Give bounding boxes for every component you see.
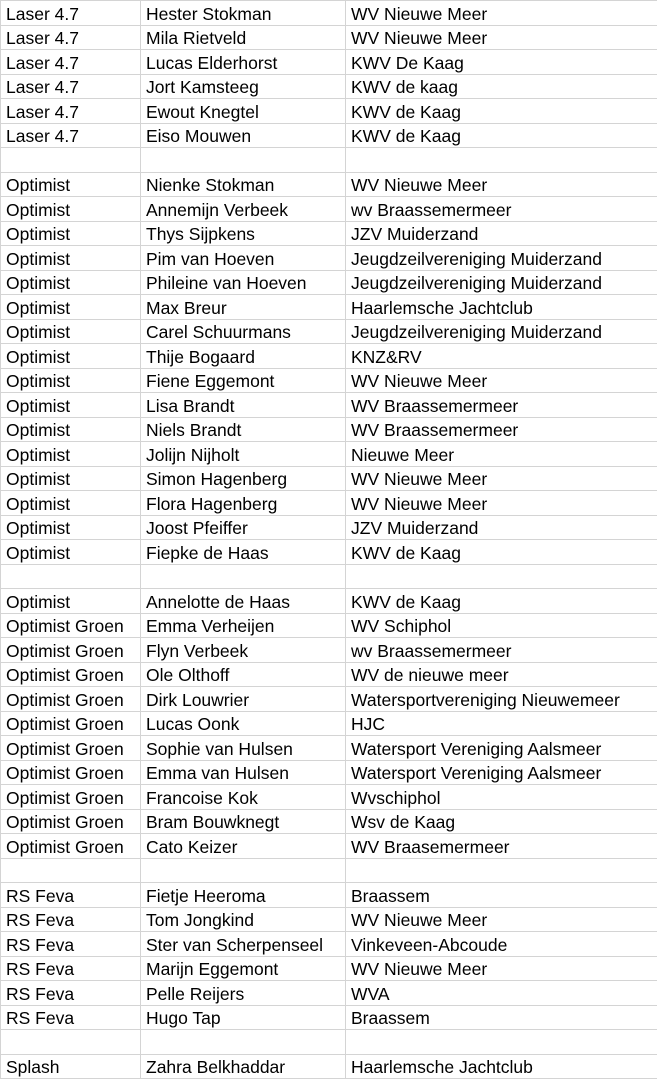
club-cell: WV Braasemermeer <box>346 834 657 859</box>
class-cell: RS Feva <box>1 883 141 908</box>
sailor-name-cell <box>141 564 346 589</box>
table-row <box>1 589 657 614</box>
table-row <box>1 246 657 271</box>
class-cell: Optimist <box>1 589 141 614</box>
sailor-name-cell: Flyn Verbeek <box>141 638 346 663</box>
table-row <box>1 858 657 883</box>
table-row <box>1 1030 657 1055</box>
club-cell: wv Braassemermeer <box>346 197 657 222</box>
class-cell: Optimist <box>1 319 141 344</box>
sailor-name-cell: Eiso Mouwen <box>141 123 346 148</box>
sailor-name-cell: Jort Kamsteeg <box>141 74 346 99</box>
sailor-name-cell: Zahra Belkhaddar <box>141 1054 346 1079</box>
sailor-name-cell: Lucas Elderhorst <box>141 50 346 75</box>
table-row <box>1 564 657 589</box>
table-row <box>1 74 657 99</box>
table-row <box>1 981 657 1006</box>
club-cell: WV Braassemermeer <box>346 417 657 442</box>
sailor-name-cell: Max Breur <box>141 295 346 320</box>
sailor-name-cell: Fietje Heeroma <box>141 883 346 908</box>
table-row <box>1 123 657 148</box>
class-cell: Optimist <box>1 515 141 540</box>
class-cell: Optimist <box>1 417 141 442</box>
table-row <box>1 834 657 859</box>
class-cell: Optimist <box>1 197 141 222</box>
club-cell <box>346 1030 657 1055</box>
class-cell: Laser 4.7 <box>1 123 141 148</box>
table-row <box>1 736 657 761</box>
club-cell: Jeugdzeilvereniging Muiderzand <box>346 270 657 295</box>
table-row <box>1 711 657 736</box>
class-cell: Optimist Groen <box>1 711 141 736</box>
sailor-name-cell: Ewout Knegtel <box>141 99 346 124</box>
class-cell: Optimist Groen <box>1 736 141 761</box>
sailor-name-cell: Dirk Louwrier <box>141 687 346 712</box>
sailor-name-cell <box>141 858 346 883</box>
table-row <box>1 760 657 785</box>
table-row <box>1 1 657 26</box>
sailor-name-cell: Hester Stokman <box>141 1 346 26</box>
club-cell: Watersport Vereniging Aalsmeer <box>346 736 657 761</box>
club-cell: KWV de Kaag <box>346 99 657 124</box>
table-row <box>1 148 657 173</box>
class-cell: Optimist <box>1 540 141 565</box>
class-cell: RS Feva <box>1 956 141 981</box>
table-row <box>1 515 657 540</box>
club-cell <box>346 858 657 883</box>
class-cell: Optimist Groen <box>1 809 141 834</box>
class-cell: Optimist <box>1 221 141 246</box>
club-cell: KWV De Kaag <box>346 50 657 75</box>
class-cell: Optimist Groen <box>1 638 141 663</box>
class-cell: Optimist Groen <box>1 662 141 687</box>
club-cell: WVA <box>346 981 657 1006</box>
club-cell: Braassem <box>346 1005 657 1030</box>
sailor-name-cell: Fiene Eggemont <box>141 368 346 393</box>
club-cell: Haarlemsche Jachtclub <box>346 1054 657 1079</box>
club-cell: Vinkeveen-Abcoude <box>346 932 657 957</box>
sailor-name-cell: Tom Jongkind <box>141 907 346 932</box>
sailor-name-cell: Bram Bouwknegt <box>141 809 346 834</box>
class-cell <box>1 564 141 589</box>
class-cell <box>1 858 141 883</box>
sailor-name-cell: Fiepke de Haas <box>141 540 346 565</box>
club-cell: WV Schiphol <box>346 613 657 638</box>
class-cell: RS Feva <box>1 932 141 957</box>
table-row <box>1 295 657 320</box>
sailor-name-cell: Marijn Eggemont <box>141 956 346 981</box>
sailor-name-cell: Nienke Stokman <box>141 172 346 197</box>
club-cell: HJC <box>346 711 657 736</box>
sailor-name-cell: Flora Hagenberg <box>141 491 346 516</box>
table-row <box>1 785 657 810</box>
class-cell: RS Feva <box>1 907 141 932</box>
club-cell: WV Nieuwe Meer <box>346 1 657 26</box>
class-cell: Laser 4.7 <box>1 74 141 99</box>
table-row <box>1 687 657 712</box>
sailor-name-cell <box>141 1030 346 1055</box>
sailor-name-cell: Cato Keizer <box>141 834 346 859</box>
club-cell: Watersport Vereniging Aalsmeer <box>346 760 657 785</box>
sailor-name-cell: Lisa Brandt <box>141 393 346 418</box>
class-cell: Optimist <box>1 295 141 320</box>
club-cell: Haarlemsche Jachtclub <box>346 295 657 320</box>
table-row <box>1 613 657 638</box>
sailor-name-cell: Carel Schuurmans <box>141 319 346 344</box>
club-cell: JZV Muiderzand <box>346 515 657 540</box>
class-cell: Laser 4.7 <box>1 99 141 124</box>
table-row <box>1 99 657 124</box>
club-cell: KWV de Kaag <box>346 123 657 148</box>
class-cell <box>1 1030 141 1055</box>
table-row <box>1 442 657 467</box>
table-row <box>1 809 657 834</box>
table-row <box>1 662 657 687</box>
table-row <box>1 172 657 197</box>
sailor-name-cell: Annelotte de Haas <box>141 589 346 614</box>
class-cell: RS Feva <box>1 1005 141 1030</box>
class-cell: RS Feva <box>1 981 141 1006</box>
entries-table-body <box>1 1 657 1079</box>
sailor-name-cell: Francoise Kok <box>141 785 346 810</box>
sailor-name-cell <box>141 148 346 173</box>
class-cell: Splash <box>1 1054 141 1079</box>
sailor-name-cell: Simon Hagenberg <box>141 466 346 491</box>
club-cell: WV Nieuwe Meer <box>346 907 657 932</box>
club-cell: JZV Muiderzand <box>346 221 657 246</box>
club-cell: KNZ&RV <box>346 344 657 369</box>
class-cell: Optimist Groen <box>1 613 141 638</box>
table-row <box>1 368 657 393</box>
club-cell: Braassem <box>346 883 657 908</box>
table-row <box>1 907 657 932</box>
table-row <box>1 1005 657 1030</box>
club-cell: WV Nieuwe Meer <box>346 466 657 491</box>
club-cell: WV Nieuwe Meer <box>346 956 657 981</box>
sailor-name-cell: Joost Pfeiffer <box>141 515 346 540</box>
table-row <box>1 932 657 957</box>
club-cell: KWV de Kaag <box>346 589 657 614</box>
sailor-name-cell: Jolijn Nijholt <box>141 442 346 467</box>
sailor-name-cell: Sophie van Hulsen <box>141 736 346 761</box>
sailor-name-cell: Emma van Hulsen <box>141 760 346 785</box>
class-cell: Optimist <box>1 393 141 418</box>
club-cell: WV Braassemermeer <box>346 393 657 418</box>
table-row <box>1 883 657 908</box>
table-row <box>1 344 657 369</box>
class-cell: Optimist <box>1 466 141 491</box>
club-cell: Jeugdzeilvereniging Muiderzand <box>346 319 657 344</box>
sailor-name-cell: Niels Brandt <box>141 417 346 442</box>
class-cell: Optimist <box>1 270 141 295</box>
class-cell: Optimist Groen <box>1 834 141 859</box>
table-row <box>1 50 657 75</box>
table-row <box>1 221 657 246</box>
table-row <box>1 491 657 516</box>
class-cell: Optimist <box>1 172 141 197</box>
club-cell: Nieuwe Meer <box>346 442 657 467</box>
class-cell: Laser 4.7 <box>1 25 141 50</box>
club-cell: Jeugdzeilvereniging Muiderzand <box>346 246 657 271</box>
club-cell: WV Nieuwe Meer <box>346 368 657 393</box>
sailor-name-cell: Hugo Tap <box>141 1005 346 1030</box>
sailor-name-cell: Ster van Scherpenseel <box>141 932 346 957</box>
table-row <box>1 25 657 50</box>
sailor-name-cell: Thije Bogaard <box>141 344 346 369</box>
class-cell: Optimist Groen <box>1 760 141 785</box>
class-cell: Optimist Groen <box>1 785 141 810</box>
table-row <box>1 319 657 344</box>
sailor-name-cell: Ole Olthoff <box>141 662 346 687</box>
class-cell: Optimist <box>1 344 141 369</box>
sailor-name-cell: Pelle Reijers <box>141 981 346 1006</box>
sailor-name-cell: Mila Rietveld <box>141 25 346 50</box>
sailor-name-cell: Pim van Hoeven <box>141 246 346 271</box>
table-row <box>1 956 657 981</box>
club-cell: KWV de Kaag <box>346 540 657 565</box>
club-cell: Watersportvereniging Nieuwemeer <box>346 687 657 712</box>
club-cell: KWV de kaag <box>346 74 657 99</box>
table-row <box>1 466 657 491</box>
club-cell: WV Nieuwe Meer <box>346 172 657 197</box>
club-cell: WV de nieuwe meer <box>346 662 657 687</box>
sailor-name-cell: Phileine van Hoeven <box>141 270 346 295</box>
club-cell: WV Nieuwe Meer <box>346 491 657 516</box>
sailor-name-cell: Annemijn Verbeek <box>141 197 346 222</box>
club-cell <box>346 148 657 173</box>
class-cell: Laser 4.7 <box>1 50 141 75</box>
club-cell: Wvschiphol <box>346 785 657 810</box>
table-row <box>1 417 657 442</box>
table-row <box>1 197 657 222</box>
sailor-name-cell: Emma Verheijen <box>141 613 346 638</box>
table-row <box>1 270 657 295</box>
club-cell: Wsv de Kaag <box>346 809 657 834</box>
sailor-name-cell: Thys Sijpkens <box>141 221 346 246</box>
class-cell: Optimist <box>1 368 141 393</box>
class-cell: Optimist <box>1 442 141 467</box>
club-cell: WV Nieuwe Meer <box>346 25 657 50</box>
club-cell: wv Braassemermeer <box>346 638 657 663</box>
table-row <box>1 1054 657 1079</box>
table-row <box>1 393 657 418</box>
table-row <box>1 638 657 663</box>
class-cell <box>1 148 141 173</box>
class-cell: Optimist <box>1 491 141 516</box>
class-cell: Laser 4.7 <box>1 1 141 26</box>
club-cell <box>346 564 657 589</box>
class-cell: Optimist <box>1 246 141 271</box>
table-row <box>1 540 657 565</box>
class-cell: Optimist Groen <box>1 687 141 712</box>
sailor-name-cell: Lucas Oonk <box>141 711 346 736</box>
